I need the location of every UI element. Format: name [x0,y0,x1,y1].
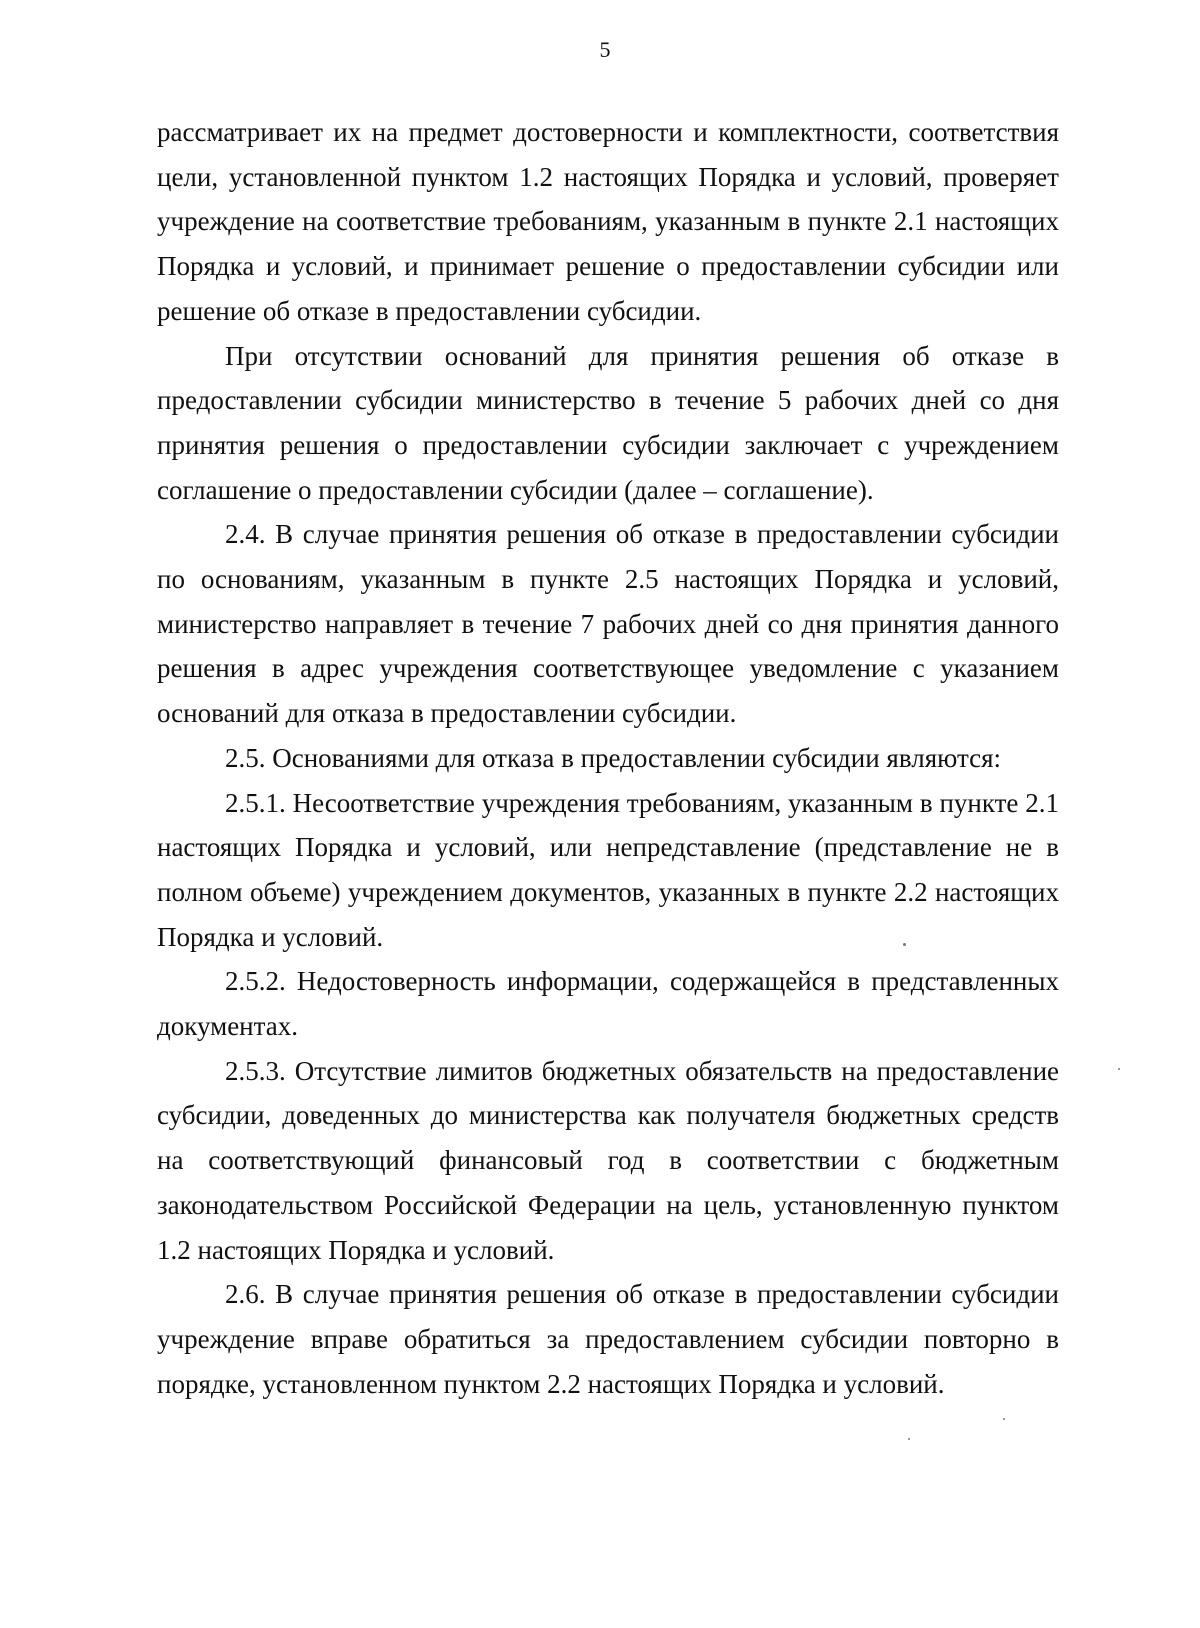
paragraph-1: рассматривает их на предмет достоверности и комплектности, соответствия цели, установленной пунктом 1.2 настоящих Порядка и условий, проверяет учреждение на соответствие требованиям, указанным в пункте 2.1 настоящих Порядка и условий, и принимает решение о предоставлении субсидии или решение об отказе в предоставлении субсидии. [157,117,1059,326]
paragraph-2-5: 2.5. Основаниями для отказа в предоставлении субсидии являются: [225,742,1001,773]
scan-speck [1003,1418,1005,1420]
paragraph-2-6: 2.6. В случае принятия решения об отказе в предоставлении субсидии учреждение вправе обратиться за предоставлением субсидии повторно в порядке, установленном пунктом 2.2 настоящих Порядка и условий. [157,1279,1059,1399]
paragraph-2-5-1: 2.5.1. Несоответствие учреждения требованиям, указанным в пункте 2.1 настоящих Порядка и условий, или непредставление (представление не в полном объеме) учреждением документов, указанных в пункте 2.2 настоящих Порядка и условий. [157,787,1059,952]
page-number: 5 [599,37,611,62]
paragraph-2-5-3: 2.5.3. Отсутствие лимитов бюджетных обязательств на предоставление субсидии, доведенных до министерства как получателя бюджетных средств на соответствующий финансовый год в соответствии с бюджетным законодательством Российской Федерации на цель, установленную пунктом 1.2 настоящих Порядка и условий. [157,1055,1059,1265]
document-body [157,110,1059,1406]
paragraph-2-4: 2.4. В случае принятия решения об отказе в предоставлении субсидии по основаниям, указанным в пункте 2.5 настоящих Порядка и условий, министерство направляет в течение 7 рабочих дней со дня принятия данного решения в адрес учреждения соответствующее уведомление с указанием оснований для отказа в предоставлении субсидии. [157,519,1059,729]
scan-speck [903,943,906,946]
paragraph-2-5-2: 2.5.2. Недостоверность информации, содержащейся в представленных документах. [157,966,1059,1042]
scan-speck [1118,1068,1120,1070]
scan-speck [908,1438,910,1440]
paragraph-2: При отсутствии оснований для принятия решения об отказе в предоставлении субсидии министерство в течение 5 рабочих дней со дня принятия решения о предоставлении субсидии заключает с учреждением соглашение о предоставлении субсидии (далее – соглашение). [157,340,1059,505]
